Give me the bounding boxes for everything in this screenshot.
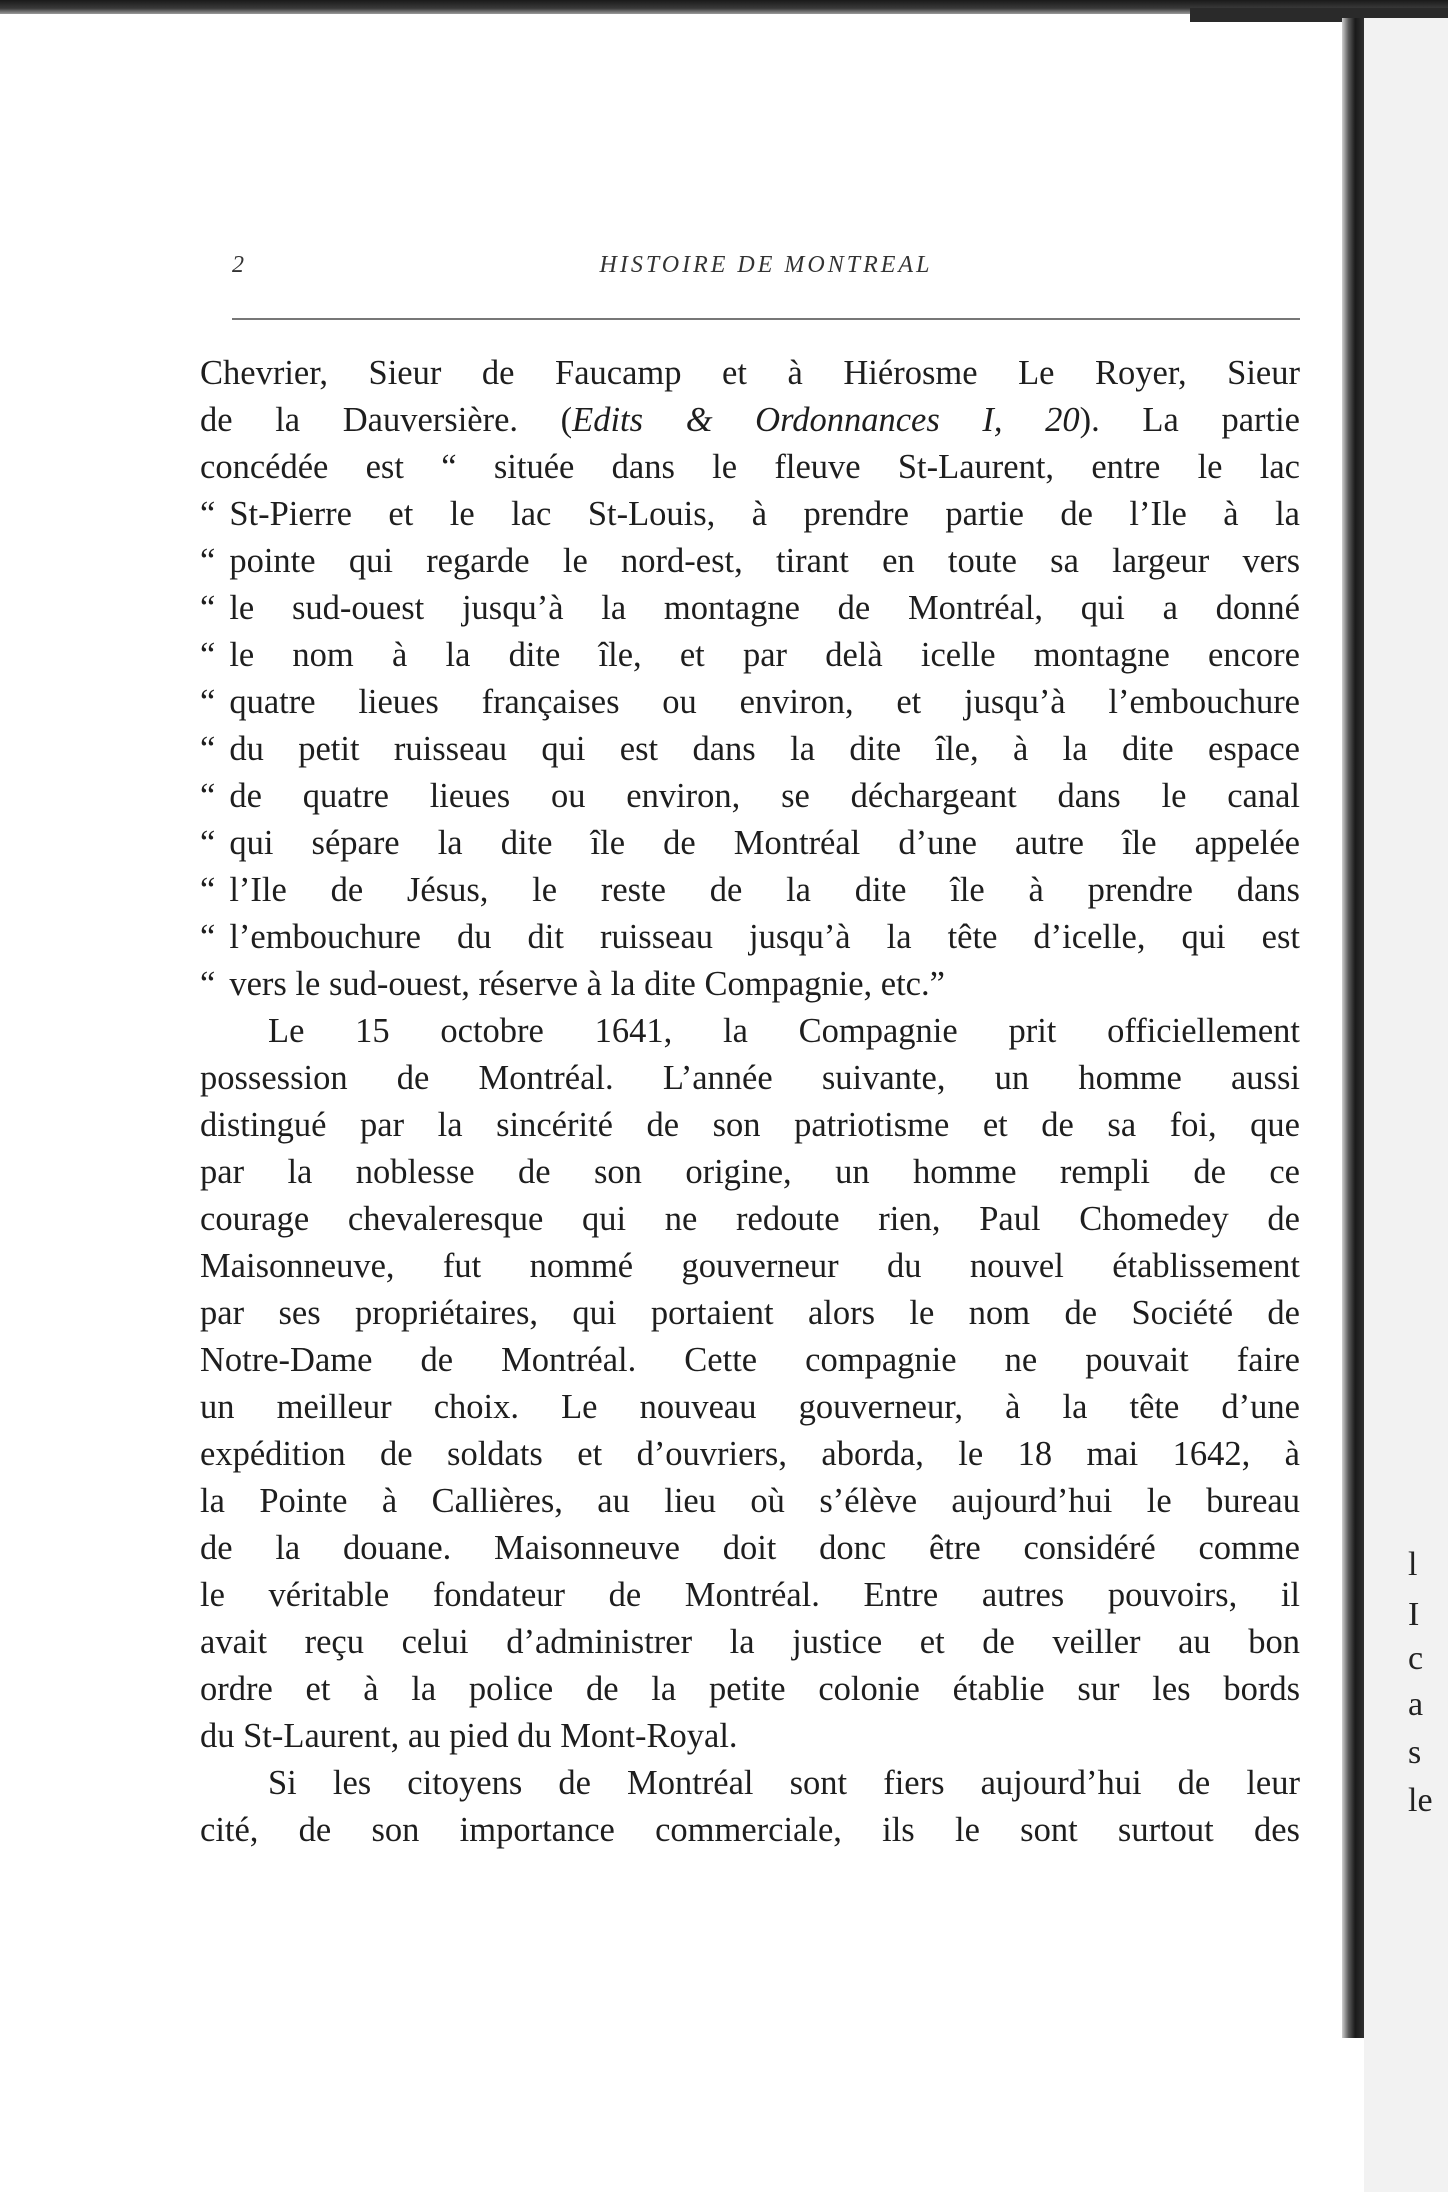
text-line — [200, 538, 1300, 585]
text-line — [200, 1290, 1300, 1337]
text-line — [200, 491, 1300, 538]
text-line — [200, 1713, 1300, 1760]
text-run: Si les citoyens de Montréal sont fiers aujourd’hui de leur — [268, 1764, 1300, 1802]
text-run: expédition de soldats et d’ouvriers, aborda, le 18 mai 1642, à — [200, 1435, 1300, 1473]
text-run: le véritable fondateur de Montréal. Entre autres pouvoirs, il — [200, 1576, 1300, 1614]
quote-mark: “ — [200, 589, 216, 627]
quote-mark: “ — [200, 495, 216, 533]
text-line — [200, 350, 1300, 397]
text-run: possession de Montréal. L’année suivante, un homme aussi — [200, 1059, 1300, 1097]
text-run: le sud-ouest jusqu’à la montagne de Montréal, qui a donné — [229, 589, 1300, 627]
text-line — [200, 397, 1300, 444]
header-rule — [232, 318, 1300, 320]
book-spine — [1342, 18, 1364, 2038]
text-line — [200, 1478, 1300, 1525]
text-line — [200, 726, 1300, 773]
text-run: pointe qui regarde le nord-est, tirant en toute sa largeur vers — [229, 542, 1300, 580]
text-line — [200, 1807, 1300, 1854]
facing-page-fragment: s — [1408, 1734, 1422, 1771]
facing-page-fragment: a — [1408, 1686, 1424, 1723]
text-line — [200, 867, 1300, 914]
text-run: du petit ruisseau qui est dans la dite île, à la dite espace — [229, 730, 1300, 768]
text-line — [200, 773, 1300, 820]
text-run: distingué par la sincérité de son patriotisme et de sa foi, que — [200, 1106, 1300, 1144]
facing-page-fragment: I — [1408, 1596, 1420, 1633]
quote-mark: “ — [200, 918, 216, 956]
text-run: Maisonneuve, fut nommé gouverneur du nouvel établissement — [200, 1247, 1300, 1285]
text-run: du St-Laurent, au pied du Mont-Royal. — [200, 1717, 738, 1755]
page-number: 2 — [232, 252, 244, 278]
text-run: un meilleur choix. Le nouveau gouverneur, à la tête d’une — [200, 1388, 1300, 1426]
text-run: courage chevaleresque qui ne redoute rien, Paul Chomedey de — [200, 1200, 1300, 1238]
text-line — [200, 585, 1300, 632]
quote-mark: “ — [200, 730, 216, 768]
quote-mark: “ — [200, 871, 216, 909]
text-run: par ses propriétaires, qui portaient alors le nom de Société de — [200, 1294, 1300, 1332]
text-run: avait reçu celui d’administrer la justice et de veiller au bon — [200, 1623, 1300, 1661]
text-line — [200, 961, 1300, 1008]
body-text — [200, 350, 1300, 1854]
text-line — [200, 679, 1300, 726]
text-run: ). La partie — [1079, 401, 1300, 439]
facing-page-fragment: le — [1408, 1782, 1433, 1819]
text-line — [200, 1102, 1300, 1149]
text-run: cité, de son importance commerciale, ils le sont surtout des — [200, 1811, 1300, 1849]
quote-mark: “ — [200, 965, 216, 1003]
facing-page-fragment: c — [1408, 1640, 1424, 1677]
text-line — [200, 1384, 1300, 1431]
text-line — [200, 1431, 1300, 1478]
text-line — [200, 1008, 1300, 1055]
text-run: ordre et à la police de la petite colonie établie sur les bords — [200, 1670, 1300, 1708]
text-line — [200, 1572, 1300, 1619]
text-run: Notre-Dame de Montréal. Cette compagnie ne pouvait faire — [200, 1341, 1300, 1379]
text-line — [200, 1196, 1300, 1243]
facing-page-fragment: l — [1408, 1546, 1418, 1583]
text-line — [200, 1337, 1300, 1384]
text-run: de la douane. Maisonneuve doit donc être considéré comme — [200, 1529, 1300, 1567]
text-line — [200, 1619, 1300, 1666]
text-line — [200, 1243, 1300, 1290]
text-run: vers le sud-ouest, réserve à la dite Compagnie, etc.” — [229, 965, 945, 1003]
quote-mark: “ — [200, 777, 216, 815]
quote-mark: “ — [200, 542, 216, 580]
citation-italic: Edits & Ordonnances I, 20 — [572, 401, 1080, 439]
text-line — [200, 1760, 1300, 1807]
text-run: Chevrier, Sieur de Faucamp et à Hiérosme Le Royer, Sieur — [200, 354, 1300, 392]
text-run: le nom à la dite île, et par delà icelle montagne encore — [229, 636, 1300, 674]
text-line — [200, 444, 1300, 491]
text-run: de la Dauversière. ( — [200, 401, 573, 439]
text-run: concédée est “ située dans le fleuve St-Laurent, entre le lac — [200, 448, 1300, 486]
text-line — [200, 632, 1300, 679]
text-run: qui sépare la dite île de Montréal d’une autre île appelée — [229, 824, 1300, 862]
running-header — [232, 252, 1300, 292]
text-line — [200, 1525, 1300, 1572]
text-line — [200, 1666, 1300, 1713]
text-run: quatre lieues françaises ou environ, et jusqu’à l’embouchure — [229, 683, 1300, 721]
quote-mark: “ — [200, 683, 216, 721]
text-run: l’Ile de Jésus, le reste de la dite île à prendre dans — [229, 871, 1300, 909]
facing-page-edge — [1364, 18, 1448, 2192]
text-line — [200, 914, 1300, 961]
text-run: l’embouchure du dit ruisseau jusqu’à la tête d’icelle, qui est — [229, 918, 1300, 956]
text-run: St-Pierre et le lac St-Louis, à prendre partie de l’Ile à la — [229, 495, 1300, 533]
quote-mark: “ — [200, 824, 216, 862]
text-run: de quatre lieues ou environ, se déchargeant dans le canal — [229, 777, 1300, 815]
text-line — [200, 1149, 1300, 1196]
text-line — [200, 1055, 1300, 1102]
text-run: Le 15 octobre 1641, la Compagnie prit officiellement — [268, 1012, 1300, 1050]
text-run: par la noblesse de son origine, un homme rempli de ce — [200, 1153, 1300, 1191]
text-line — [200, 820, 1300, 867]
running-title: HISTOIRE DE MONTREAL — [599, 252, 933, 278]
text-run: la Pointe à Callières, au lieu où s’élève aujourd’hui le bureau — [200, 1482, 1300, 1520]
quote-mark: “ — [200, 636, 216, 674]
